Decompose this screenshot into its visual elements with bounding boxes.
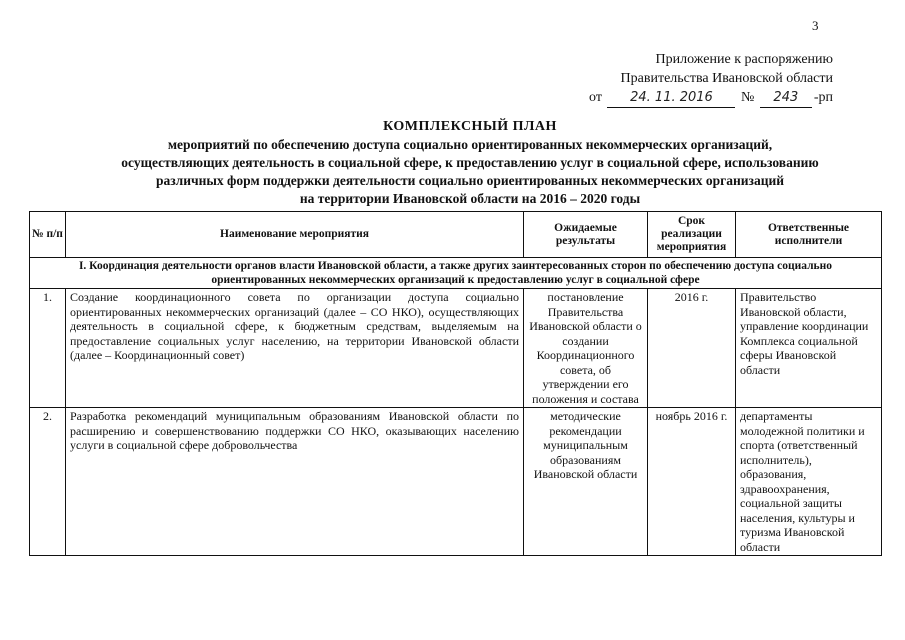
table-header-row <box>30 212 882 258</box>
header-name: Наименование мероприятия <box>66 212 524 258</box>
row-num: 1. <box>30 289 66 408</box>
section-row <box>30 258 882 289</box>
document-title <box>40 118 900 208</box>
header-term: Срок реализации мероприятия <box>648 212 736 258</box>
row-name: Разработка рекомендаций муниципальным образованиям Ивановской области по расширению и совершенствованию поддержки СО НКО, оказывающих населению услуги в социальной сфере добровольчества <box>66 408 524 556</box>
number-prefix: № <box>740 90 755 105</box>
section-title: I. Координация деятельности органов власти Ивановской области, а также других заинтересованных сторон по обеспечению доступа социально ориентированных некоммерческих организаций к предоставлению услуг в социальной сфере <box>30 258 882 289</box>
row-responsible: Правительство Ивановской области, управление координации Комплекса социальной сферы Ивановской области <box>736 289 882 408</box>
header-responsible: Ответственные исполнители <box>736 212 882 258</box>
title-line-2: осуществляющих деятельность в социальной сфере, к предоставлению услуг в социальной сфере, использованию <box>121 155 819 170</box>
row-results: методические рекомендации муниципальным образованиям Ивановской области <box>524 408 648 556</box>
plan-table <box>29 211 882 556</box>
table-row <box>30 408 882 556</box>
row-name: Создание координационного совета по организации доступа социально ориентированных некоммерческих организаций (далее – СО НКО), осуществляющих деятельность в социальной сфере, к бюджетным средствам, выделяемым на предоставление социальных услуг населению, на территории Ивановской области (далее – Координационный совет) <box>66 289 524 408</box>
date-prefix: от <box>589 90 602 105</box>
page-number: 3 <box>812 18 819 33</box>
row-num: 2. <box>30 408 66 556</box>
row-results: постановление Правительства Ивановской области о создании Координационного совета, об утверждении его положения и состава <box>524 289 648 408</box>
handwritten-date: 24. 11. 2016 <box>607 88 735 108</box>
title-line-1: мероприятий по обеспечению доступа социально ориентированных некоммерческих организаций, <box>167 137 773 152</box>
handwritten-number: 243 <box>760 88 812 108</box>
appendix-block <box>589 50 833 108</box>
title-main: КОМПЛЕКСНЫЙ ПЛАН <box>383 119 557 134</box>
row-term: 2016 г. <box>648 289 736 408</box>
title-line-4: на территории Ивановской области на 2016 – 2020 годы <box>299 191 641 206</box>
table-row <box>30 289 882 408</box>
appendix-line-2: Правительства Ивановской области <box>620 71 833 86</box>
number-suffix: -рп <box>813 90 833 105</box>
row-term: ноябрь 2016 г. <box>648 408 736 556</box>
header-num: № п/п <box>30 212 66 258</box>
header-results: Ожидаемые результаты <box>524 212 648 258</box>
appendix-line-1: Приложение к распоряжению <box>655 52 833 67</box>
row-responsible: департаменты молодежной политики и спорта (ответственный исполнитель), образования, здравоохранения, социальной защиты населения, культуры и туризма Ивановской области <box>736 408 882 556</box>
title-line-3: различных форм поддержки деятельности социально ориентированных некоммерческих организаций <box>155 173 785 188</box>
appendix-date-line <box>589 88 833 108</box>
